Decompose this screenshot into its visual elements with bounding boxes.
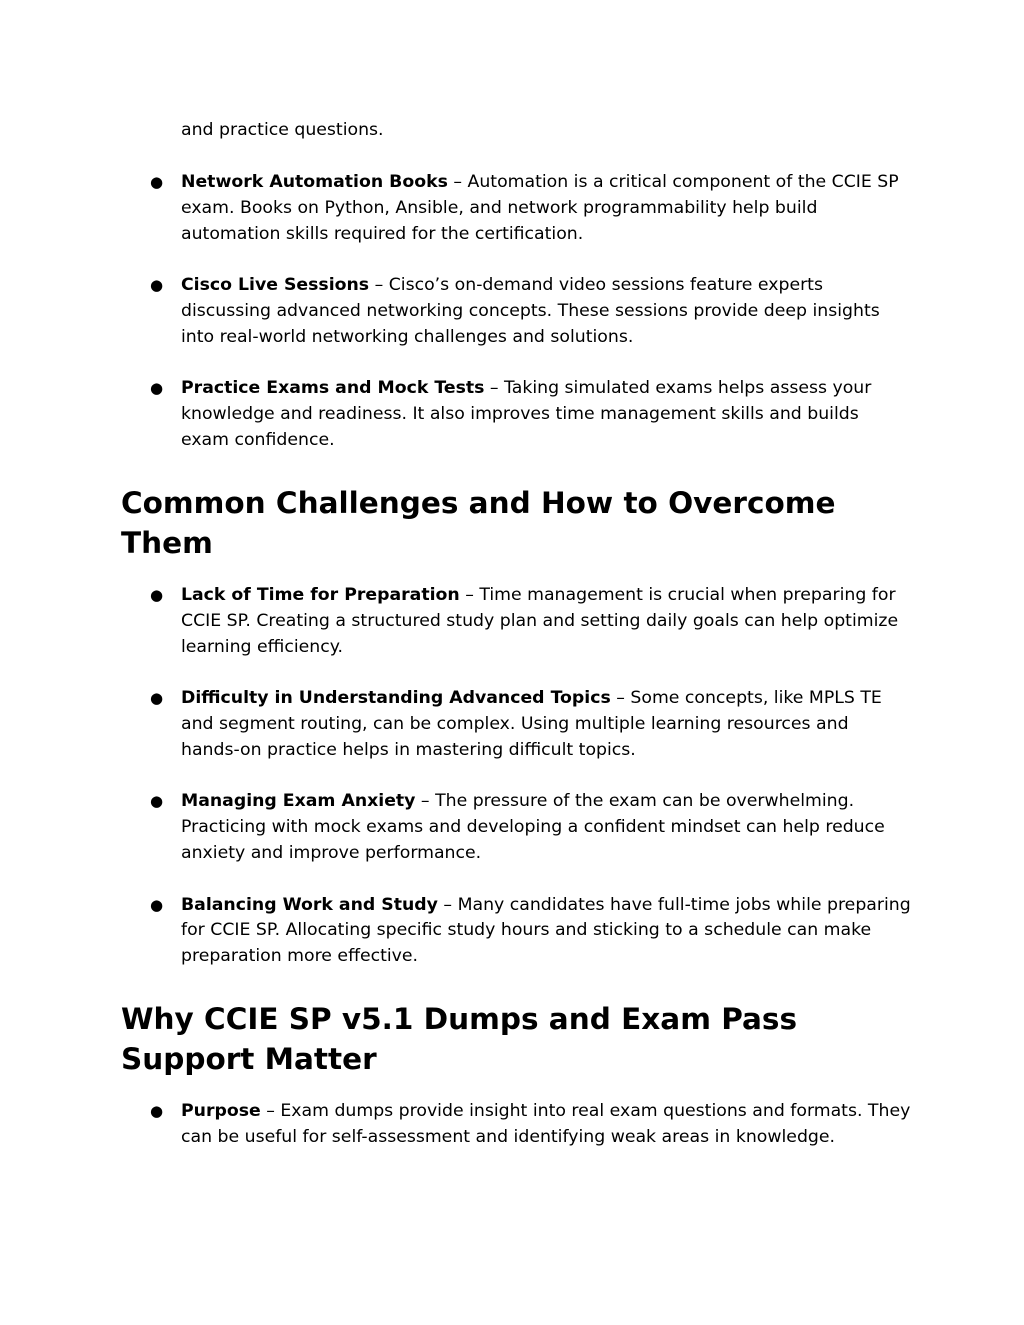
list-item bbox=[0, 273, 911, 350]
item-dash: – bbox=[459, 585, 480, 605]
section-heading-challenges: Common Challenges and How to Overcome Them bbox=[121, 486, 836, 560]
item-dash: – bbox=[415, 791, 436, 812]
item-dash: – bbox=[447, 172, 468, 192]
item-text: Some concepts, like MPLS TE and segment routing, can be complex. Using multiple learning resources and hands-on practice helps in mastering difficult topics. bbox=[181, 688, 882, 760]
item-term: Purpose bbox=[181, 1101, 261, 1121]
item-text: Exam dumps provide insight into real exam questions and formats. They can be useful for self-assessment and identifying weak areas in knowledge. bbox=[181, 1101, 911, 1147]
list-item bbox=[0, 893, 911, 970]
item-term: Practice Exams and Mock Tests bbox=[181, 378, 485, 399]
item-term: Managing Exam Anxiety bbox=[181, 791, 416, 812]
bullet-icon: ● bbox=[150, 586, 164, 604]
item-term: Network Automation Books bbox=[181, 172, 448, 192]
item-text: Cisco’s on-demand video sessions feature experts discussing advanced networking concepts. These sessions provide deep insights into real-world networking challenges and solutions. bbox=[181, 275, 880, 347]
resources-list bbox=[0, 170, 1024, 454]
item-dash: – bbox=[484, 378, 505, 399]
bullet-icon: ● bbox=[150, 895, 164, 914]
bullet-icon: ● bbox=[150, 379, 164, 398]
item-text: Automation is a critical component of the CCIE SP exam. Books on Python, Ansible, and network programmability help build automation skills required for the certification. bbox=[181, 172, 899, 244]
item-term: Balancing Work and Study bbox=[181, 894, 438, 915]
list-item bbox=[0, 789, 911, 866]
item-text: Taking simulated exams helps assess your knowledge and readiness. It also improves time management skills and builds exam confidence. bbox=[181, 378, 872, 450]
item-dash: – bbox=[610, 688, 631, 709]
list-item bbox=[0, 583, 911, 660]
item-dash: – bbox=[369, 275, 389, 296]
challenges-list bbox=[0, 583, 1024, 970]
item-term: Difficulty in Understanding Advanced Topics bbox=[181, 688, 611, 709]
item-dash: – bbox=[260, 1101, 281, 1121]
list-item bbox=[0, 170, 911, 247]
bullet-icon: ● bbox=[150, 173, 164, 191]
item-term: Lack of Time for Preparation bbox=[181, 585, 460, 605]
bullet-icon: ● bbox=[150, 792, 164, 811]
list-item bbox=[0, 1099, 911, 1151]
item-dash: – bbox=[437, 894, 458, 915]
item-text: The pressure of the exam can be overwhelming. Practicing with mock exams and developing a confident mindset can help reduce anxiety and improve performance. bbox=[181, 791, 885, 863]
continuation-text: and practice questions. bbox=[181, 120, 384, 140]
item-text: Many candidates have full-time jobs while preparing for CCIE SP. Allocating specific study hours and sticking to a schedule can make preparation more effective. bbox=[181, 894, 911, 967]
dumps-list bbox=[0, 1099, 1024, 1151]
bullet-icon: ● bbox=[150, 276, 164, 295]
section-heading-dumps: Why CCIE SP v5.1 Dumps and Exam Pass Support Matter bbox=[121, 1002, 798, 1076]
list-item bbox=[0, 376, 911, 453]
item-term: Cisco Live Sessions bbox=[181, 275, 370, 296]
item-text: Time management is crucial when preparing for CCIE SP. Creating a structured study plan and setting daily goals can help optimize learning efficiency. bbox=[181, 585, 899, 657]
list-item bbox=[0, 686, 911, 763]
bullet-icon: ● bbox=[150, 1102, 164, 1120]
bullet-icon: ● bbox=[150, 689, 164, 708]
